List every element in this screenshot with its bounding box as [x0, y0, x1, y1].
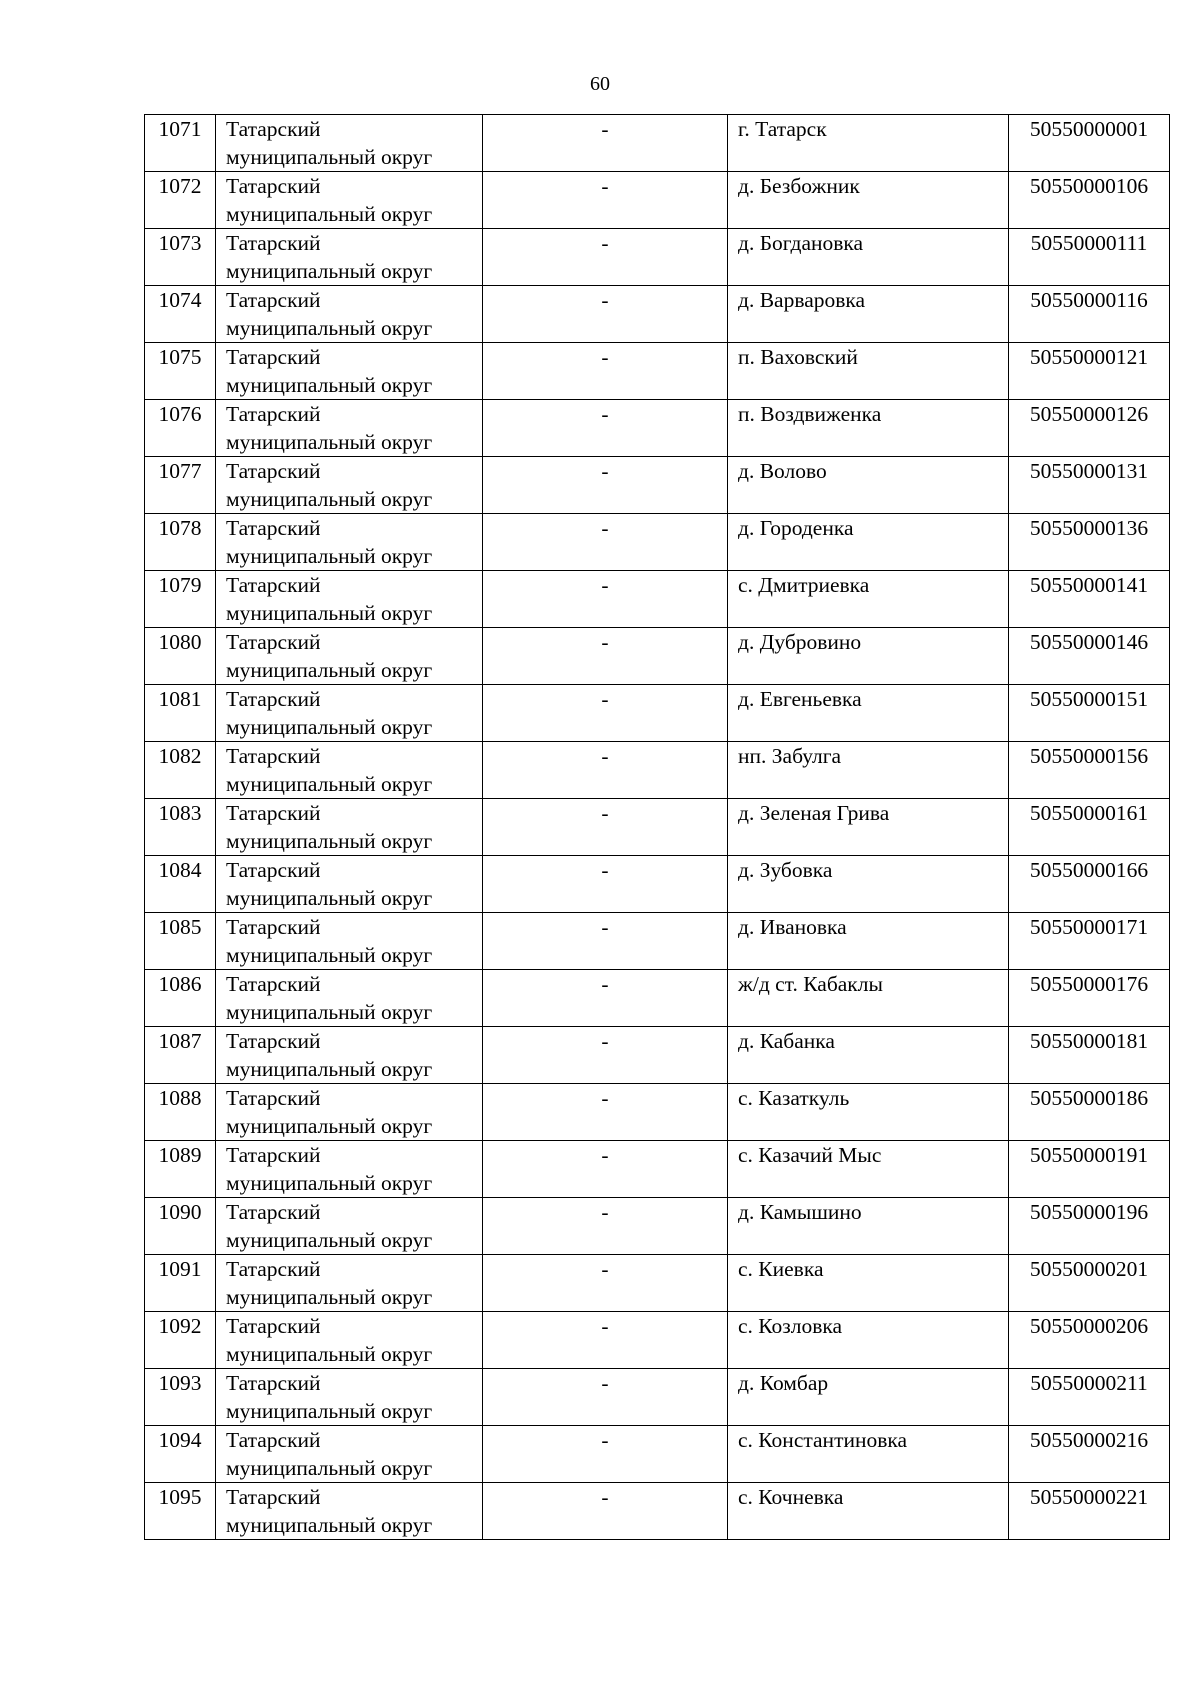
settlement-cell: -: [483, 1255, 728, 1312]
district-type-line: муниципальный округ: [226, 1399, 433, 1423]
table-row: [145, 742, 1170, 799]
table-row: [145, 856, 1170, 913]
district-type-line: муниципальный округ: [226, 1513, 433, 1537]
district-name-line: Татарский: [226, 117, 321, 141]
district-cell: [216, 286, 483, 343]
locality-cell: с. Константиновка: [728, 1426, 1009, 1483]
oktmo-code-cell: 50550000221: [1009, 1483, 1170, 1540]
settlement-cell: -: [483, 970, 728, 1027]
district-name-line: Татарский: [226, 345, 321, 369]
settlement-cell: -: [483, 799, 728, 856]
oktmo-code-cell: 50550000216: [1009, 1426, 1170, 1483]
table-row: [145, 229, 1170, 286]
locality-cell: д. Зубовка: [728, 856, 1009, 913]
district-name-line: Татарский: [226, 1428, 321, 1452]
district-type-line: муниципальный округ: [226, 658, 433, 682]
settlement-cell: -: [483, 1141, 728, 1198]
district-name-line: Татарский: [226, 1485, 321, 1509]
settlement-registry-table: [144, 114, 1170, 1540]
oktmo-code-cell: 50550000201: [1009, 1255, 1170, 1312]
district-type-line: муниципальный округ: [226, 1114, 433, 1138]
table-row: [145, 1369, 1170, 1426]
settlement-cell: -: [483, 628, 728, 685]
district-type-line: муниципальный округ: [226, 145, 433, 169]
district-cell: [216, 514, 483, 571]
table-row: [145, 286, 1170, 343]
settlement-cell: -: [483, 1027, 728, 1084]
settlement-cell: -: [483, 742, 728, 799]
oktmo-code-cell: 50550000191: [1009, 1141, 1170, 1198]
settlement-cell: -: [483, 400, 728, 457]
locality-cell: с. Козловка: [728, 1312, 1009, 1369]
row-number-cell: 1087: [145, 1027, 216, 1084]
row-number-cell: 1091: [145, 1255, 216, 1312]
district-cell: [216, 571, 483, 628]
district-type-line: муниципальный округ: [226, 772, 433, 796]
row-number-cell: 1090: [145, 1198, 216, 1255]
district-type-line: муниципальный округ: [226, 601, 433, 625]
district-type-line: муниципальный округ: [226, 943, 433, 967]
locality-cell: д. Зеленая Грива: [728, 799, 1009, 856]
oktmo-code-cell: 50550000106: [1009, 172, 1170, 229]
table-row: [145, 1483, 1170, 1540]
district-type-line: муниципальный округ: [226, 829, 433, 853]
settlement-cell: -: [483, 172, 728, 229]
page-number: 60: [590, 73, 610, 95]
locality-cell: д. Городенка: [728, 514, 1009, 571]
district-name-line: Татарский: [226, 174, 321, 198]
district-cell: [216, 1141, 483, 1198]
table-row: [145, 1141, 1170, 1198]
district-type-line: муниципальный округ: [226, 430, 433, 454]
row-number-cell: 1085: [145, 913, 216, 970]
district-cell: [216, 913, 483, 970]
table-row: [145, 172, 1170, 229]
locality-cell: с. Кочневка: [728, 1483, 1009, 1540]
district-type-line: муниципальный округ: [226, 202, 433, 226]
oktmo-code-cell: 50550000186: [1009, 1084, 1170, 1141]
district-name-line: Татарский: [226, 459, 321, 483]
locality-cell: д. Дубровино: [728, 628, 1009, 685]
table-row: [145, 799, 1170, 856]
row-number-cell: 1092: [145, 1312, 216, 1369]
district-name-line: Татарский: [226, 630, 321, 654]
district-cell: [216, 400, 483, 457]
district-name-line: Татарский: [226, 1257, 321, 1281]
settlement-cell: -: [483, 229, 728, 286]
district-name-line: Татарский: [226, 858, 321, 882]
oktmo-code-cell: 50550000211: [1009, 1369, 1170, 1426]
row-number-cell: 1075: [145, 343, 216, 400]
table-row: [145, 970, 1170, 1027]
row-number-cell: 1095: [145, 1483, 216, 1540]
district-name-line: Татарский: [226, 1143, 321, 1167]
oktmo-code-cell: 50550000181: [1009, 1027, 1170, 1084]
district-name-line: Татарский: [226, 402, 321, 426]
settlement-cell: -: [483, 571, 728, 628]
row-number-cell: 1086: [145, 970, 216, 1027]
locality-cell: нп. Забулга: [728, 742, 1009, 799]
district-cell: [216, 685, 483, 742]
district-type-line: муниципальный округ: [226, 487, 433, 511]
table-row: [145, 1084, 1170, 1141]
oktmo-code-cell: 50550000131: [1009, 457, 1170, 514]
district-name-line: Татарский: [226, 1314, 321, 1338]
district-name-line: Татарский: [226, 801, 321, 825]
row-number-cell: 1076: [145, 400, 216, 457]
table-row: [145, 343, 1170, 400]
oktmo-code-cell: 50550000166: [1009, 856, 1170, 913]
district-type-line: муниципальный округ: [226, 259, 433, 283]
district-name-line: Татарский: [226, 1200, 321, 1224]
oktmo-code-cell: 50550000161: [1009, 799, 1170, 856]
district-type-line: муниципальный округ: [226, 1000, 433, 1024]
district-type-line: муниципальный округ: [226, 373, 433, 397]
oktmo-code-cell: 50550000156: [1009, 742, 1170, 799]
settlement-cell: -: [483, 343, 728, 400]
locality-cell: д. Богдановка: [728, 229, 1009, 286]
locality-cell: д. Комбар: [728, 1369, 1009, 1426]
locality-cell: д. Варваровка: [728, 286, 1009, 343]
row-number-cell: 1071: [145, 115, 216, 172]
locality-cell: д. Кабанка: [728, 1027, 1009, 1084]
oktmo-code-cell: 50550000141: [1009, 571, 1170, 628]
locality-cell: п. Воздвиженка: [728, 400, 1009, 457]
row-number-cell: 1077: [145, 457, 216, 514]
district-type-line: муниципальный округ: [226, 1171, 433, 1195]
table-row: [145, 1426, 1170, 1483]
settlement-cell: -: [483, 856, 728, 913]
table-row: [145, 1027, 1170, 1084]
district-cell: [216, 1483, 483, 1540]
district-cell: [216, 799, 483, 856]
table-row: [145, 571, 1170, 628]
oktmo-code-cell: 50550000151: [1009, 685, 1170, 742]
settlement-cell: -: [483, 514, 728, 571]
district-cell: [216, 970, 483, 1027]
district-cell: [216, 457, 483, 514]
settlement-cell: -: [483, 1198, 728, 1255]
settlement-cell: -: [483, 685, 728, 742]
row-number-cell: 1080: [145, 628, 216, 685]
district-cell: [216, 115, 483, 172]
row-number-cell: 1089: [145, 1141, 216, 1198]
oktmo-code-cell: 50550000116: [1009, 286, 1170, 343]
locality-cell: п. Ваховский: [728, 343, 1009, 400]
district-name-line: Татарский: [226, 288, 321, 312]
oktmo-code-cell: 50550000146: [1009, 628, 1170, 685]
district-cell: [216, 1255, 483, 1312]
settlement-cell: -: [483, 286, 728, 343]
district-type-line: муниципальный округ: [226, 1342, 433, 1366]
oktmo-code-cell: 50550000136: [1009, 514, 1170, 571]
district-cell: [216, 1369, 483, 1426]
district-name-line: Татарский: [226, 231, 321, 255]
table-row: [145, 400, 1170, 457]
locality-cell: с. Киевка: [728, 1255, 1009, 1312]
settlement-cell: -: [483, 115, 728, 172]
oktmo-code-cell: 50550000196: [1009, 1198, 1170, 1255]
table-row: [145, 1198, 1170, 1255]
locality-cell: г. Татарск: [728, 115, 1009, 172]
district-cell: [216, 1084, 483, 1141]
row-number-cell: 1094: [145, 1426, 216, 1483]
locality-cell: ж/д ст. Кабаклы: [728, 970, 1009, 1027]
row-number-cell: 1082: [145, 742, 216, 799]
district-cell: [216, 229, 483, 286]
district-type-line: муниципальный округ: [226, 886, 433, 910]
row-number-cell: 1074: [145, 286, 216, 343]
row-number-cell: 1084: [145, 856, 216, 913]
table-row: [145, 913, 1170, 970]
table-row: [145, 115, 1170, 172]
district-name-line: Татарский: [226, 915, 321, 939]
district-name-line: Татарский: [226, 744, 321, 768]
district-name-line: Татарский: [226, 687, 321, 711]
district-type-line: муниципальный округ: [226, 316, 433, 340]
district-name-line: Татарский: [226, 1371, 321, 1395]
locality-cell: д. Евгеньевка: [728, 685, 1009, 742]
district-type-line: муниципальный округ: [226, 544, 433, 568]
row-number-cell: 1093: [145, 1369, 216, 1426]
district-name-line: Татарский: [226, 1029, 321, 1053]
settlement-cell: -: [483, 1483, 728, 1540]
row-number-cell: 1078: [145, 514, 216, 571]
locality-cell: д. Камышино: [728, 1198, 1009, 1255]
district-type-line: муниципальный округ: [226, 1057, 433, 1081]
district-cell: [216, 856, 483, 913]
district-name-line: Татарский: [226, 972, 321, 996]
settlement-cell: -: [483, 913, 728, 970]
table-row: [145, 514, 1170, 571]
table-row: [145, 628, 1170, 685]
row-number-cell: 1073: [145, 229, 216, 286]
locality-cell: д. Безбожник: [728, 172, 1009, 229]
district-type-line: муниципальный округ: [226, 715, 433, 739]
district-cell: [216, 1426, 483, 1483]
table-row: [145, 457, 1170, 514]
district-cell: [216, 1027, 483, 1084]
locality-cell: с. Казачий Мыс: [728, 1141, 1009, 1198]
table-row: [145, 1312, 1170, 1369]
district-cell: [216, 1198, 483, 1255]
oktmo-code-cell: 50550000126: [1009, 400, 1170, 457]
district-name-line: Татарский: [226, 573, 321, 597]
settlement-cell: -: [483, 1084, 728, 1141]
settlement-cell: -: [483, 457, 728, 514]
district-cell: [216, 1312, 483, 1369]
table-row: [145, 1255, 1170, 1312]
oktmo-code-cell: 50550000176: [1009, 970, 1170, 1027]
locality-cell: с. Дмитриевка: [728, 571, 1009, 628]
oktmo-code-cell: 50550000001: [1009, 115, 1170, 172]
settlement-cell: -: [483, 1369, 728, 1426]
district-name-line: Татарский: [226, 516, 321, 540]
table-row: [145, 685, 1170, 742]
district-name-line: Татарский: [226, 1086, 321, 1110]
row-number-cell: 1088: [145, 1084, 216, 1141]
district-type-line: муниципальный округ: [226, 1456, 433, 1480]
locality-cell: д. Ивановка: [728, 913, 1009, 970]
oktmo-code-cell: 50550000206: [1009, 1312, 1170, 1369]
row-number-cell: 1079: [145, 571, 216, 628]
registry-table-body: [145, 115, 1170, 1540]
oktmo-code-cell: 50550000171: [1009, 913, 1170, 970]
district-cell: [216, 742, 483, 799]
oktmo-code-cell: 50550000121: [1009, 343, 1170, 400]
locality-cell: с. Казаткуль: [728, 1084, 1009, 1141]
district-cell: [216, 172, 483, 229]
district-cell: [216, 343, 483, 400]
district-type-line: муниципальный округ: [226, 1285, 433, 1309]
district-type-line: муниципальный округ: [226, 1228, 433, 1252]
settlement-cell: -: [483, 1312, 728, 1369]
oktmo-code-cell: 50550000111: [1009, 229, 1170, 286]
locality-cell: д. Волово: [728, 457, 1009, 514]
row-number-cell: 1081: [145, 685, 216, 742]
row-number-cell: 1083: [145, 799, 216, 856]
row-number-cell: 1072: [145, 172, 216, 229]
settlement-cell: -: [483, 1426, 728, 1483]
district-cell: [216, 628, 483, 685]
